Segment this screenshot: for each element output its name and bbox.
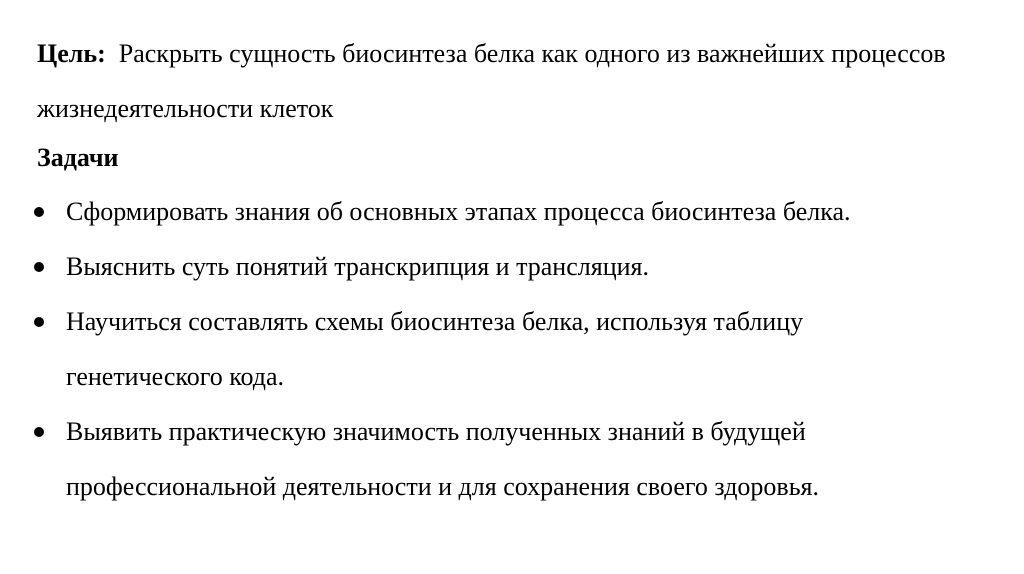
tasks-heading: Задачи: [37, 143, 119, 172]
task-text: Научиться составлять схемы биосинтеза белка, используя таблицу генетического кода.: [66, 307, 804, 391]
list-item: [0, 294, 966, 404]
bullet-icon: [34, 427, 44, 437]
task-text: Выяснить суть понятий транскрипция и трансляция.: [66, 252, 649, 281]
list-item: [0, 184, 966, 239]
goal-label: Цель:: [37, 39, 106, 68]
task-text: Сформировать знания об основных этапах процесса биосинтеза белка.: [66, 197, 851, 226]
bullet-icon: [34, 317, 44, 327]
goal-paragraph: [37, 26, 997, 136]
task-text: Выявить практическую значимость полученных знаний в будущей профессиональной деятельности и для сохранения своего здоровья.: [66, 417, 820, 501]
goal-text: Раскрыть сущность биосинтеза белка как одного из важнейших процессов жизнедеятельности клеток: [37, 39, 946, 123]
list-item: [0, 404, 966, 514]
bullet-icon: [34, 207, 44, 217]
bullet-icon: [34, 262, 44, 272]
task-list: [0, 184, 1024, 514]
list-item: [0, 239, 966, 294]
